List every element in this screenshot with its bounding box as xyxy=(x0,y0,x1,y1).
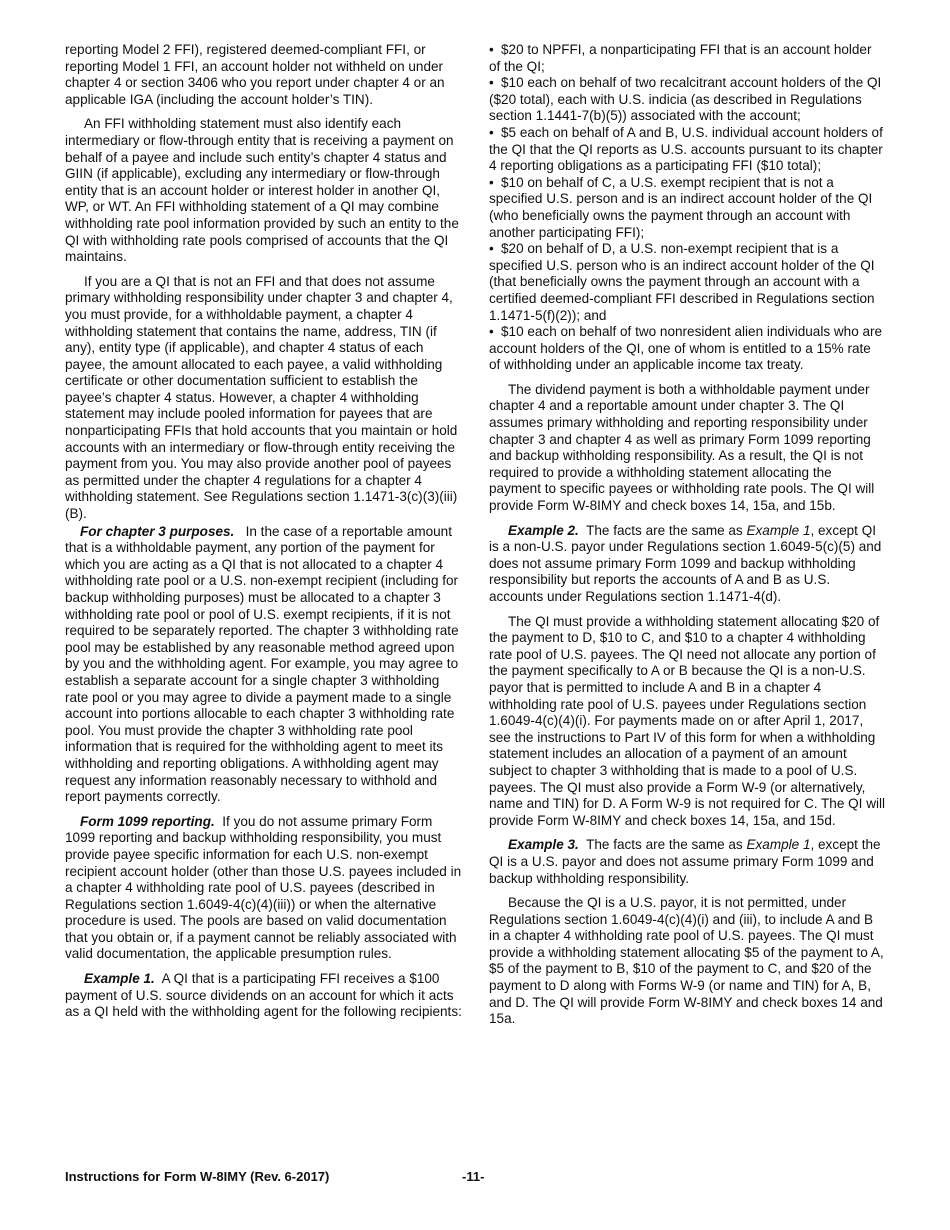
list-item-text: $10 each on behalf of two nonresident alien individuals who are account holders of the QI, one of whom is entitled to a 15% rate of withholding under an applicable income tax treaty. xyxy=(489,324,883,373)
list-item-text: $20 on behalf of D, a U.S. non-exempt recipient that is a specified U.S. person who is an indirect account holder of the QI (that beneficially owns the payment through an account with a certified deemed-compliant FFI described in Regulations section 1.1471-5(f)(2)); and xyxy=(489,241,875,323)
bullet-icon: • xyxy=(489,42,494,57)
paragraph-example3-result: Because the QI is a U.S. payor, it is not permitted, under Regulations section 1.6049-4(c)(4)(i) and (iii), to include A and B in a chapter 4 withholding rate pool of U.S. payees. The QI must provide a withholding statement allocating $5 of the payment to A, $5 of the payment to B, $10 of the payment to C, and $20 of the payment to D along with Forms W-9 (or name and TIN) for A, B, and D. The QI will provide Form W-8IMY and check boxes 14 and 15a. xyxy=(489,895,884,1027)
paragraph-qi-not-ffi: If you are a QI that is not an FFI and that does not assume primary withholding responsibility under chapter 3 and chapter 4, you must provide, for a withholdable payment, a chapter 4 withholding statement that contains the name, address, TIN (if any), entity type (if applicable), and chapter 4 status of each payee, the amount allocated to each payee, a valid withholding certificate or other documentation sufficient to establish the payee’s chapter 4 status. However, a chapter 4 withholding statement may include pooled information for payees that are nonparticipating FFIs that hold accounts that you maintain or hold accounts with an intermediary or flow-through entity receiving the payment from you. You may also provide another pool of payees as permitted under the chapter 4 regulations for a chapter 4 withholding statement. See Regulations section 1.1471-3(c)(3)(iii)(B). xyxy=(65,273,458,522)
paragraph-ffi-withholding-statement: An FFI withholding statement must also identify each intermediary or flow-through entity that is receiving a payment on behalf of a payee and include such entity’s chapter 4 status and GIIN (if applicable), excluding any intermediary or flow-through entity that is an account holder or interest holder in another QI, WP, or WT. An FFI withholding statement of a QI may combine withholding rate pool information provided by such an entity to the QI with withholding rate pools comprised of accounts that the QI maintains. xyxy=(65,116,459,265)
example2-reference: Example 1 xyxy=(746,522,811,538)
right-column xyxy=(489,42,885,1036)
paragraph-dividend-payment: The dividend payment is both a withholdable payment under chapter 4 and a reportable amount under chapter 3. The QI assumes primary withholding and reporting responsibility under chapter 3 and chapter 4 as well as primary Form 1099 reporting and backup withholding responsibility. As a result, the QI is not required to provide a withholding statement allocating the payment to specific payees or withholding rate pools. The QI will provide Form W-8IMY and check boxes 14, 15a, and 15b. xyxy=(489,381,875,514)
list-item-text: $20 to NPFFI, a nonparticipating FFI that is an account holder of the QI; xyxy=(489,42,872,74)
list-item xyxy=(489,175,885,241)
example3-text-rest: , except the QI is a U.S. payor and does not assume primary Form 1099 and backup withholding responsibility. xyxy=(489,837,881,886)
paragraph-form1099-reporting xyxy=(65,814,463,963)
recipient-list xyxy=(489,42,885,374)
paragraph-continued: reporting Model 2 FFI), registered deemed-compliant FFI, or reporting Model 1 FFI, an account holder not withheld on under chapter 4 or section 3406 who you report under chapter 4 or an applicable IGA (including the account holder’s TIN). xyxy=(65,42,445,107)
example3-reference: Example 1 xyxy=(746,837,811,853)
list-item-text: $10 each on behalf of two recalcitrant account holders of the QI ($20 total), each with U.S. indicia (as described in Regulations section 1.1441-7(b)(5)) associated with the account; xyxy=(489,75,882,124)
bullet-icon: • xyxy=(489,124,494,140)
list-item-text: $10 on behalf of C, a U.S. exempt recipient that is not a specified U.S. person and is an indirect account holder of the QI (who beneficially owns the payment through an account with another participating FFI); xyxy=(489,174,873,240)
form1099-heading: Form 1099 reporting. xyxy=(80,813,215,829)
bullet-icon: • xyxy=(489,324,494,340)
paragraph-example2-result: The QI must provide a withholding statement allocating $20 of the payment to D, $10 to C, and $10 to a chapter 4 withholding rate pool of U.S. payees. The QI need not allocate any portion of the payment specifically to A or B because the QI is a non-U.S. payor that is permitted to include A and B in a chapter 4 withholding rate pool of U.S. payees under Regulations section 1.6049-4(c)(4)(i). For payments made on or after April 1, 2017, see the instructions to Part IV of this form for when a withholding statement includes an allocation of a payment of an amount subject to chapter 3 withholding that is made to a pool of U.S. payees. The QI must also provide a Form W-9 (or alternatively, name and TIN) for D. A Form W-9 is not required for C. The QI will provide Form W-8IMY and check boxes 14, 15a, and 15d. xyxy=(489,613,886,828)
form1099-body: If you do not assume primary Form 1099 reporting and backup withholding responsibility, you must provide payee specific information for each U.S. non-exempt recipient account holder (other than those U.S. payees included in a chapter 4 withholding rate pool of U.S. payees (described in Regulations section 1.6049-4(c)(4)(iii)) or when the alternative procedure is used. The pools are based on valid documentation that you obtain or, if a payment cannot be reliably associated with valid documentation, the applicable presumption rules. xyxy=(65,813,462,962)
list-item xyxy=(489,75,885,125)
list-item xyxy=(489,324,885,374)
paragraph-example3 xyxy=(489,837,885,887)
example2-text: The facts are the same as xyxy=(586,522,747,538)
paragraph-example1 xyxy=(65,971,463,1021)
bullet-icon: • xyxy=(489,174,494,190)
list-item xyxy=(489,241,885,324)
list-item xyxy=(489,42,885,75)
example2-heading: Example 2. xyxy=(508,522,579,538)
example1-heading: Example 1. xyxy=(84,971,155,987)
example2-text-rest: , except QI is a non-U.S. payor under Regulations section 1.6049-5(c)(5) and does not assume primary Form 1099 and backup withholding responsibility but reports the accounts of A and B as U.S. accounts under Regulations section 1.1471-4(d). xyxy=(489,522,882,604)
paragraph-example2 xyxy=(489,523,885,606)
left-column xyxy=(65,42,463,1029)
form-label: Instructions for Form W-8IMY (Rev. 6-2017) xyxy=(65,1169,330,1184)
example3-text: The facts are the same as xyxy=(586,837,747,853)
chapter3-body: In the case of a reportable amount that is a withholdable payment, any portion of the payment for which you are acting as a QI that is not allocated to a chapter 4 withholding rate pool or a U.S. non-exempt recipient (including for backup withholding purposes) must be allocated to a chapter 3 withholding rate pool or pool of U.S. exempt recipients, if it is not required to be separately reported. The chapter 3 withholding rate pool may be established by any reasonable method agreed upon by you and the withholding agent. For example, you may agree to establish a separate account for a single chapter 3 withholding rate pool or you may agree to divide a payment made to a single account into portions allocable to each chapter 3 withholding rate pool. You must provide the chapter 3 withholding rate pool information that is required for the withholding agent to meet its withholding and reporting obligations. A withholding agent may request any information reasonably necessary to withhold and report payments correctly. xyxy=(65,523,459,805)
list-item-text: $5 each on behalf of A and B, U.S. individual account holders of the QI that the QI reports as U.S. accounts pursuant to its chapter 4 reporting obligations as a participating FFI ($10 total); xyxy=(489,124,883,174)
example3-heading: Example 3. xyxy=(508,837,579,853)
list-item xyxy=(489,125,885,175)
bullet-icon: • xyxy=(489,75,494,91)
bullet-icon: • xyxy=(489,241,494,257)
paragraph-chapter3-purposes xyxy=(65,524,463,806)
example1-body: A QI that is a participating FFI receives a $100 payment of U.S. source dividends on an account for which it acts as a QI held with the withholding agent for the following recipients: xyxy=(65,971,462,1020)
chapter3-heading: For chapter 3 purposes. xyxy=(80,523,235,539)
page-number: -11- xyxy=(462,1169,485,1184)
